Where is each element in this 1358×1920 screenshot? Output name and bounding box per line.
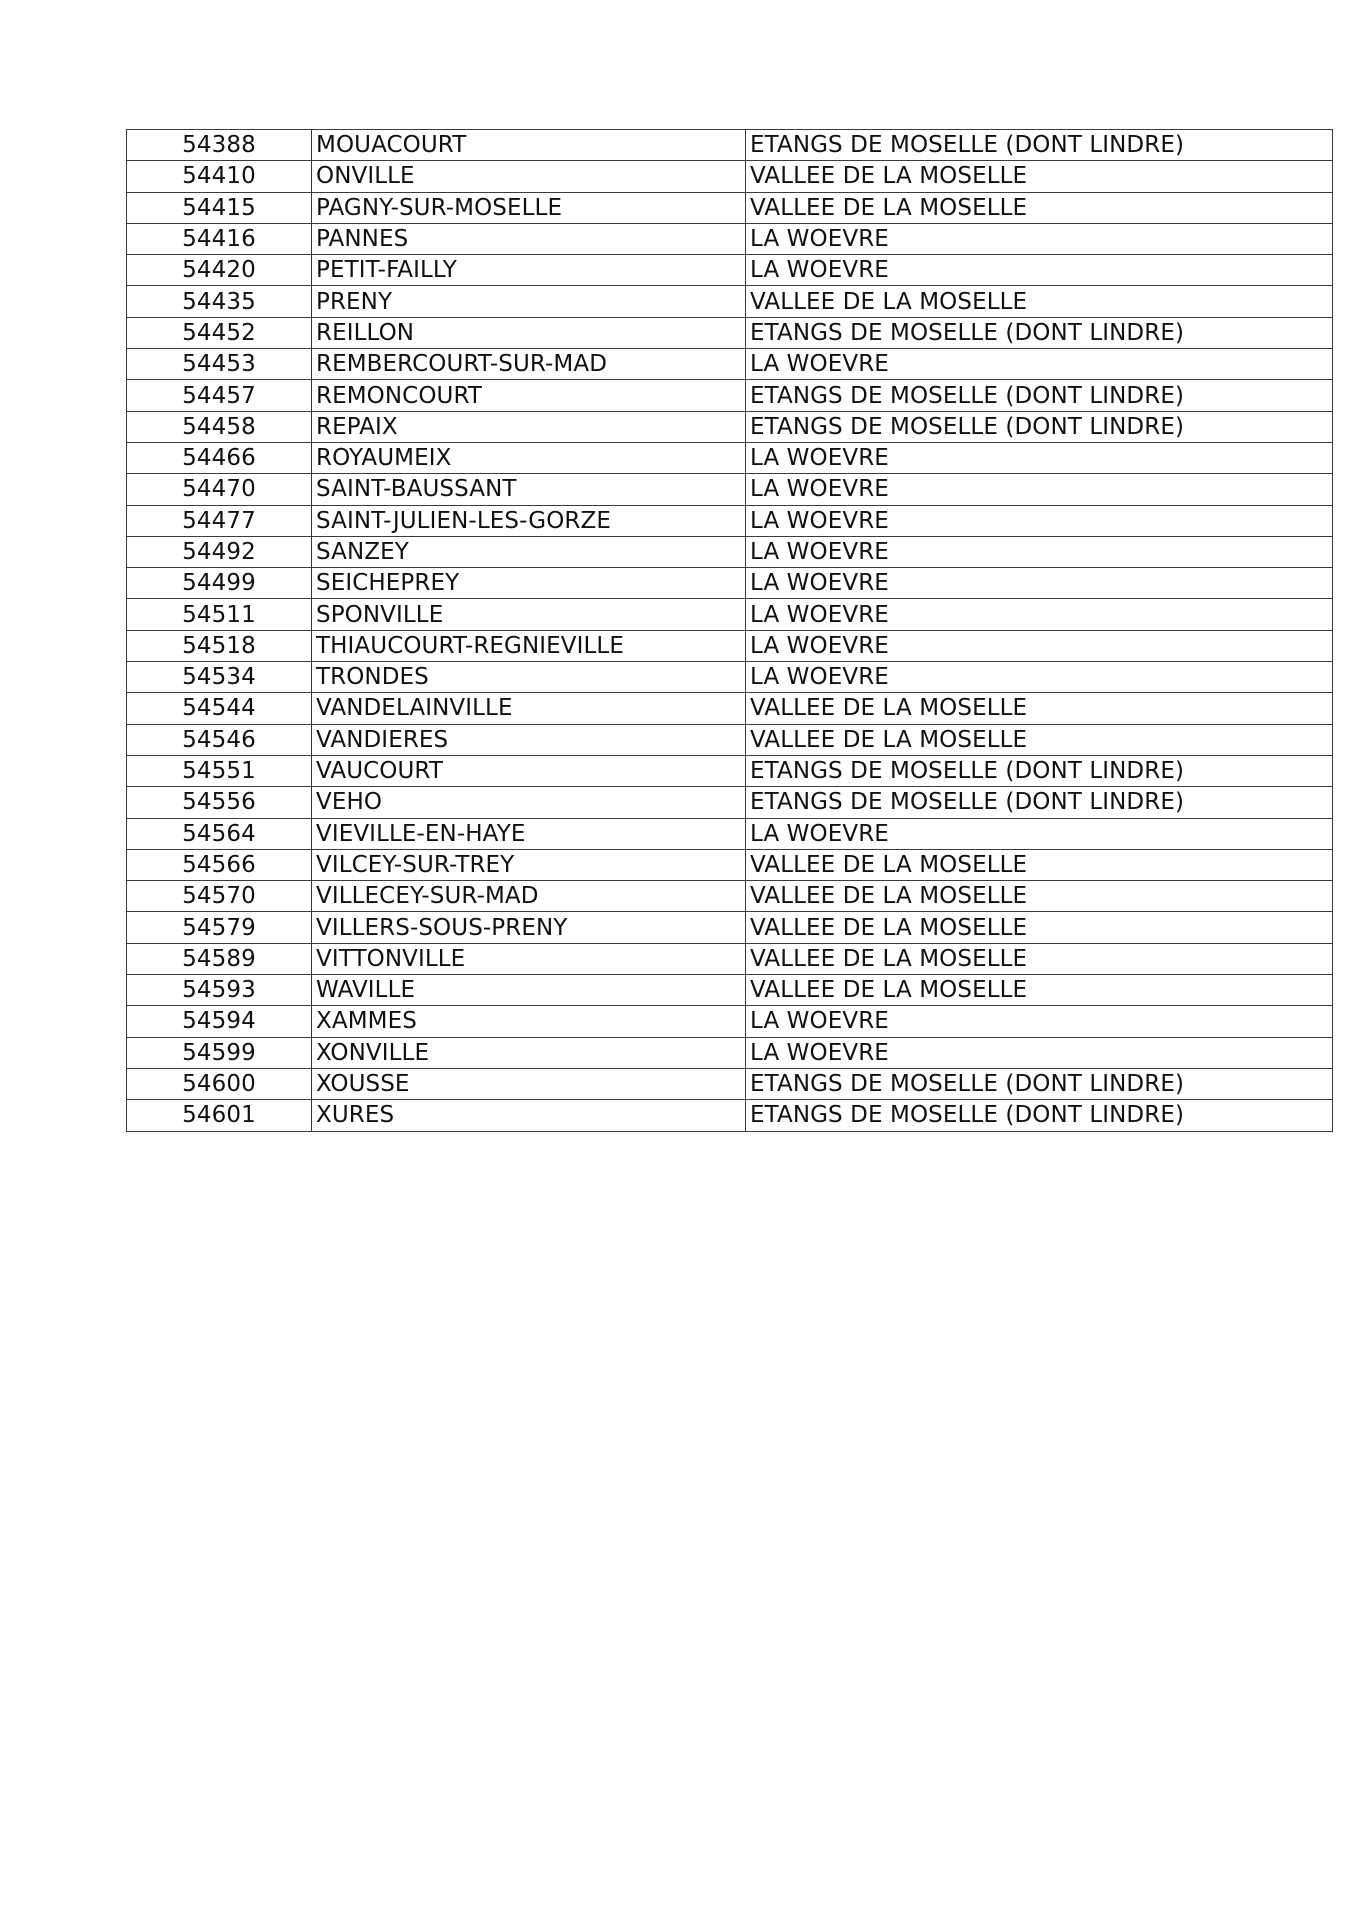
commune-name-cell: VIEVILLE-EN-HAYE — [312, 818, 746, 849]
zone-cell: VALLEE DE LA MOSELLE — [746, 693, 1333, 724]
zone-cell: ETANGS DE MOSELLE (DONT LINDRE) — [746, 787, 1333, 818]
table-row — [127, 130, 1333, 161]
commune-code-cell: 54534 — [127, 662, 312, 693]
table-row — [127, 943, 1333, 974]
table-row — [127, 662, 1333, 693]
commune-name-cell: THIAUCOURT-REGNIEVILLE — [312, 630, 746, 661]
table-row — [127, 161, 1333, 192]
table-row — [127, 975, 1333, 1006]
zone-cell: ETANGS DE MOSELLE (DONT LINDRE) — [746, 130, 1333, 161]
zone-cell: ETANGS DE MOSELLE (DONT LINDRE) — [746, 755, 1333, 786]
table-row — [127, 787, 1333, 818]
zone-cell: LA WOEVRE — [746, 223, 1333, 254]
table-row — [127, 1068, 1333, 1099]
zone-cell: LA WOEVRE — [746, 505, 1333, 536]
table-row — [127, 724, 1333, 755]
commune-name-cell: VILLECEY-SUR-MAD — [312, 881, 746, 912]
commune-code-cell: 54388 — [127, 130, 312, 161]
commune-code-cell: 54415 — [127, 192, 312, 223]
commune-code-cell: 54452 — [127, 317, 312, 348]
commune-code-cell: 54457 — [127, 380, 312, 411]
commune-name-cell: PETIT-FAILLY — [312, 255, 746, 286]
commune-code-cell: 54453 — [127, 349, 312, 380]
commune-code-cell: 54511 — [127, 599, 312, 630]
commune-name-cell: TRONDES — [312, 662, 746, 693]
zone-cell: ETANGS DE MOSELLE (DONT LINDRE) — [746, 380, 1333, 411]
table-row — [127, 317, 1333, 348]
zone-cell: VALLEE DE LA MOSELLE — [746, 286, 1333, 317]
commune-code-cell: 54600 — [127, 1068, 312, 1099]
table-row — [127, 255, 1333, 286]
commune-table-body — [127, 130, 1333, 1132]
commune-code-cell: 54593 — [127, 975, 312, 1006]
commune-code-cell: 54599 — [127, 1037, 312, 1068]
commune-name-cell: VITTONVILLE — [312, 943, 746, 974]
zone-cell: ETANGS DE MOSELLE (DONT LINDRE) — [746, 411, 1333, 442]
commune-name-cell: REPAIX — [312, 411, 746, 442]
table-row — [127, 599, 1333, 630]
table-row — [127, 693, 1333, 724]
table-row — [127, 1006, 1333, 1037]
commune-name-cell: XURES — [312, 1100, 746, 1131]
zone-cell: VALLEE DE LA MOSELLE — [746, 912, 1333, 943]
commune-code-cell: 54477 — [127, 505, 312, 536]
zone-cell: VALLEE DE LA MOSELLE — [746, 975, 1333, 1006]
zone-cell: LA WOEVRE — [746, 1006, 1333, 1037]
commune-code-cell: 54458 — [127, 411, 312, 442]
table-row — [127, 474, 1333, 505]
zone-cell: LA WOEVRE — [746, 818, 1333, 849]
zone-cell: VALLEE DE LA MOSELLE — [746, 724, 1333, 755]
commune-code-cell: 54544 — [127, 693, 312, 724]
zone-cell: LA WOEVRE — [746, 349, 1333, 380]
commune-code-cell: 54416 — [127, 223, 312, 254]
commune-name-cell: VEHO — [312, 787, 746, 818]
table-row — [127, 1037, 1333, 1068]
table-row — [127, 568, 1333, 599]
zone-cell: ETANGS DE MOSELLE (DONT LINDRE) — [746, 1068, 1333, 1099]
commune-code-cell: 54579 — [127, 912, 312, 943]
commune-name-cell: XAMMES — [312, 1006, 746, 1037]
table-row — [127, 536, 1333, 567]
table-row — [127, 505, 1333, 536]
table-row — [127, 849, 1333, 880]
zone-cell: VALLEE DE LA MOSELLE — [746, 849, 1333, 880]
commune-code-cell: 54470 — [127, 474, 312, 505]
table-row — [127, 442, 1333, 473]
commune-name-cell: VANDELAINVILLE — [312, 693, 746, 724]
commune-code-cell: 54594 — [127, 1006, 312, 1037]
commune-code-cell: 54420 — [127, 255, 312, 286]
table-row — [127, 818, 1333, 849]
zone-cell: LA WOEVRE — [746, 662, 1333, 693]
commune-table — [126, 129, 1333, 1132]
commune-name-cell: XONVILLE — [312, 1037, 746, 1068]
table-row — [127, 380, 1333, 411]
commune-name-cell: WAVILLE — [312, 975, 746, 1006]
zone-cell: LA WOEVRE — [746, 442, 1333, 473]
zone-cell: LA WOEVRE — [746, 630, 1333, 661]
zone-cell: VALLEE DE LA MOSELLE — [746, 881, 1333, 912]
commune-name-cell: PAGNY-SUR-MOSELLE — [312, 192, 746, 223]
commune-code-cell: 54566 — [127, 849, 312, 880]
zone-cell: ETANGS DE MOSELLE (DONT LINDRE) — [746, 1100, 1333, 1131]
table-row — [127, 630, 1333, 661]
commune-name-cell: SEICHEPREY — [312, 568, 746, 599]
zone-cell: LA WOEVRE — [746, 599, 1333, 630]
table-row — [127, 223, 1333, 254]
zone-cell: VALLEE DE LA MOSELLE — [746, 943, 1333, 974]
commune-code-cell: 54556 — [127, 787, 312, 818]
commune-name-cell: PANNES — [312, 223, 746, 254]
commune-name-cell: XOUSSE — [312, 1068, 746, 1099]
commune-code-cell: 54551 — [127, 755, 312, 786]
commune-name-cell: REMONCOURT — [312, 380, 746, 411]
commune-name-cell: SANZEY — [312, 536, 746, 567]
zone-cell: LA WOEVRE — [746, 474, 1333, 505]
commune-code-cell: 54410 — [127, 161, 312, 192]
commune-name-cell: VILCEY-SUR-TREY — [312, 849, 746, 880]
table-row — [127, 286, 1333, 317]
zone-cell: LA WOEVRE — [746, 536, 1333, 567]
commune-code-cell: 54546 — [127, 724, 312, 755]
commune-name-cell: SAINT-JULIEN-LES-GORZE — [312, 505, 746, 536]
zone-cell: LA WOEVRE — [746, 1037, 1333, 1068]
zone-cell: LA WOEVRE — [746, 255, 1333, 286]
table-row — [127, 912, 1333, 943]
table-row — [127, 192, 1333, 223]
zone-cell: ETANGS DE MOSELLE (DONT LINDRE) — [746, 317, 1333, 348]
table-row — [127, 755, 1333, 786]
table-row — [127, 881, 1333, 912]
commune-code-cell: 54564 — [127, 818, 312, 849]
table-row — [127, 411, 1333, 442]
commune-code-cell: 54518 — [127, 630, 312, 661]
table-row — [127, 1100, 1333, 1131]
commune-name-cell: ROYAUMEIX — [312, 442, 746, 473]
commune-name-cell: VANDIERES — [312, 724, 746, 755]
table-row — [127, 349, 1333, 380]
commune-name-cell: REILLON — [312, 317, 746, 348]
commune-name-cell: SPONVILLE — [312, 599, 746, 630]
zone-cell: VALLEE DE LA MOSELLE — [746, 161, 1333, 192]
commune-code-cell: 54466 — [127, 442, 312, 473]
commune-name-cell: REMBERCOURT-SUR-MAD — [312, 349, 746, 380]
commune-name-cell: MOUACOURT — [312, 130, 746, 161]
commune-code-cell: 54601 — [127, 1100, 312, 1131]
commune-name-cell: VAUCOURT — [312, 755, 746, 786]
zone-cell: LA WOEVRE — [746, 568, 1333, 599]
commune-name-cell: PRENY — [312, 286, 746, 317]
commune-code-cell: 54589 — [127, 943, 312, 974]
zone-cell: VALLEE DE LA MOSELLE — [746, 192, 1333, 223]
commune-code-cell: 54499 — [127, 568, 312, 599]
commune-code-cell: 54492 — [127, 536, 312, 567]
commune-code-cell: 54435 — [127, 286, 312, 317]
commune-name-cell: VILLERS-SOUS-PRENY — [312, 912, 746, 943]
commune-code-cell: 54570 — [127, 881, 312, 912]
commune-name-cell: SAINT-BAUSSANT — [312, 474, 746, 505]
commune-name-cell: ONVILLE — [312, 161, 746, 192]
